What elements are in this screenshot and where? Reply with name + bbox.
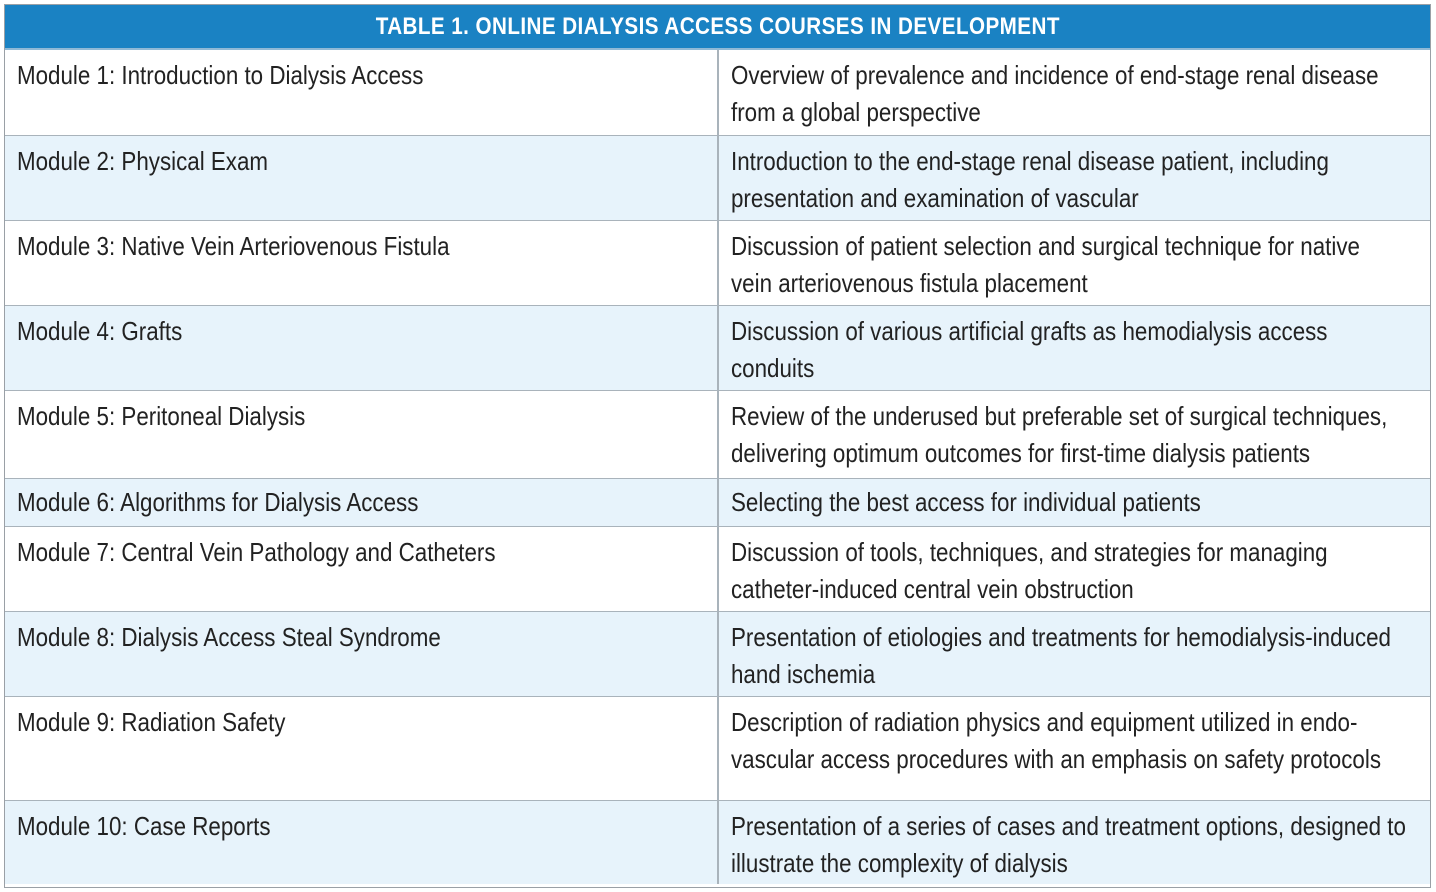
description-line: vascular access procedures with an emphasis on safety protocols	[731, 743, 1382, 774]
description-line: Review of the underused but preferable set of surgical techniques,	[731, 400, 1388, 431]
module-cell	[5, 526, 718, 611]
module-name: Module 6: Algorithms for Dialysis Access	[17, 486, 419, 517]
description-line: Presentation of etiologies and treatments for hemodialysis-induced	[731, 621, 1391, 652]
module-cell	[5, 50, 718, 135]
description-cell	[718, 220, 1430, 305]
description-line: from a global perspective	[731, 97, 981, 127]
description-cell	[718, 526, 1430, 611]
module-cell	[5, 611, 718, 696]
table-row	[5, 478, 1430, 526]
table-row	[5, 305, 1430, 390]
description-line: Description of radiation physics and equipment utilized in endo-	[731, 706, 1358, 737]
module-name: Module 4: Grafts	[17, 315, 183, 346]
description-line: Discussion of tools, techniques, and strategies for managing	[731, 536, 1328, 567]
description-line: Presentation of a series of cases and treatment options, designed to	[731, 810, 1406, 841]
table-title-bar	[5, 5, 1430, 50]
description-line: Overview of prevalence and incidence of end-stage renal disease	[731, 60, 1379, 90]
module-cell	[5, 220, 718, 305]
description-cell	[718, 696, 1430, 800]
description-cell	[718, 50, 1430, 135]
table-row	[5, 800, 1430, 884]
module-name: Module 2: Physical Exam	[17, 145, 269, 176]
courses-grid	[5, 50, 1430, 884]
module-name: Module 10: Case Reports	[17, 810, 271, 841]
description-cell	[718, 800, 1430, 884]
module-cell	[5, 135, 718, 220]
description-line: catheter-induced central vein obstruction	[731, 573, 1134, 604]
module-name: Module 1: Introduction to Dialysis Access	[17, 60, 424, 90]
description-line: Introduction to the end-stage renal disease patient, including	[731, 145, 1329, 176]
courses-table	[4, 4, 1431, 888]
table-row	[5, 696, 1430, 800]
description-line: conduits	[731, 352, 815, 383]
description-line: Selecting the best access for individual patients	[731, 486, 1201, 517]
description-line: Discussion of various artificial grafts as hemodialysis access	[731, 315, 1328, 346]
description-cell	[718, 390, 1430, 478]
module-cell	[5, 305, 718, 390]
table-row	[5, 220, 1430, 305]
description-cell	[718, 611, 1430, 696]
description-line: Discussion of patient selection and surgical technique for native	[731, 230, 1360, 261]
description-cell	[718, 478, 1430, 526]
module-cell	[5, 800, 718, 884]
module-name: Module 9: Radiation Safety	[17, 706, 286, 737]
description-cell	[718, 305, 1430, 390]
module-name: Module 3: Native Vein Arteriovenous Fistula	[17, 230, 450, 261]
table-row	[5, 526, 1430, 611]
module-cell	[5, 390, 718, 478]
module-cell	[5, 478, 718, 526]
table-row	[5, 611, 1430, 696]
table-row	[5, 50, 1430, 135]
module-cell	[5, 696, 718, 800]
module-name: Module 5: Peritoneal Dialysis	[17, 400, 306, 431]
description-line: hand ischemia	[731, 658, 876, 689]
module-name: Module 7: Central Vein Pathology and Catheters	[17, 536, 496, 567]
table-title: TABLE 1. ONLINE DIALYSIS ACCESS COURSES IN DEVELOPMENT	[375, 12, 1060, 40]
description-line: vein arteriovenous fistula placement	[731, 267, 1088, 298]
description-line: presentation and examination of vascular	[731, 182, 1139, 213]
description-line: illustrate the complexity of dialysis	[731, 847, 1068, 878]
module-name: Module 8: Dialysis Access Steal Syndrome	[17, 621, 441, 652]
description-cell	[718, 135, 1430, 220]
table-row	[5, 390, 1430, 478]
description-line: delivering optimum outcomes for first-time dialysis patients	[731, 437, 1311, 468]
table-row	[5, 135, 1430, 220]
